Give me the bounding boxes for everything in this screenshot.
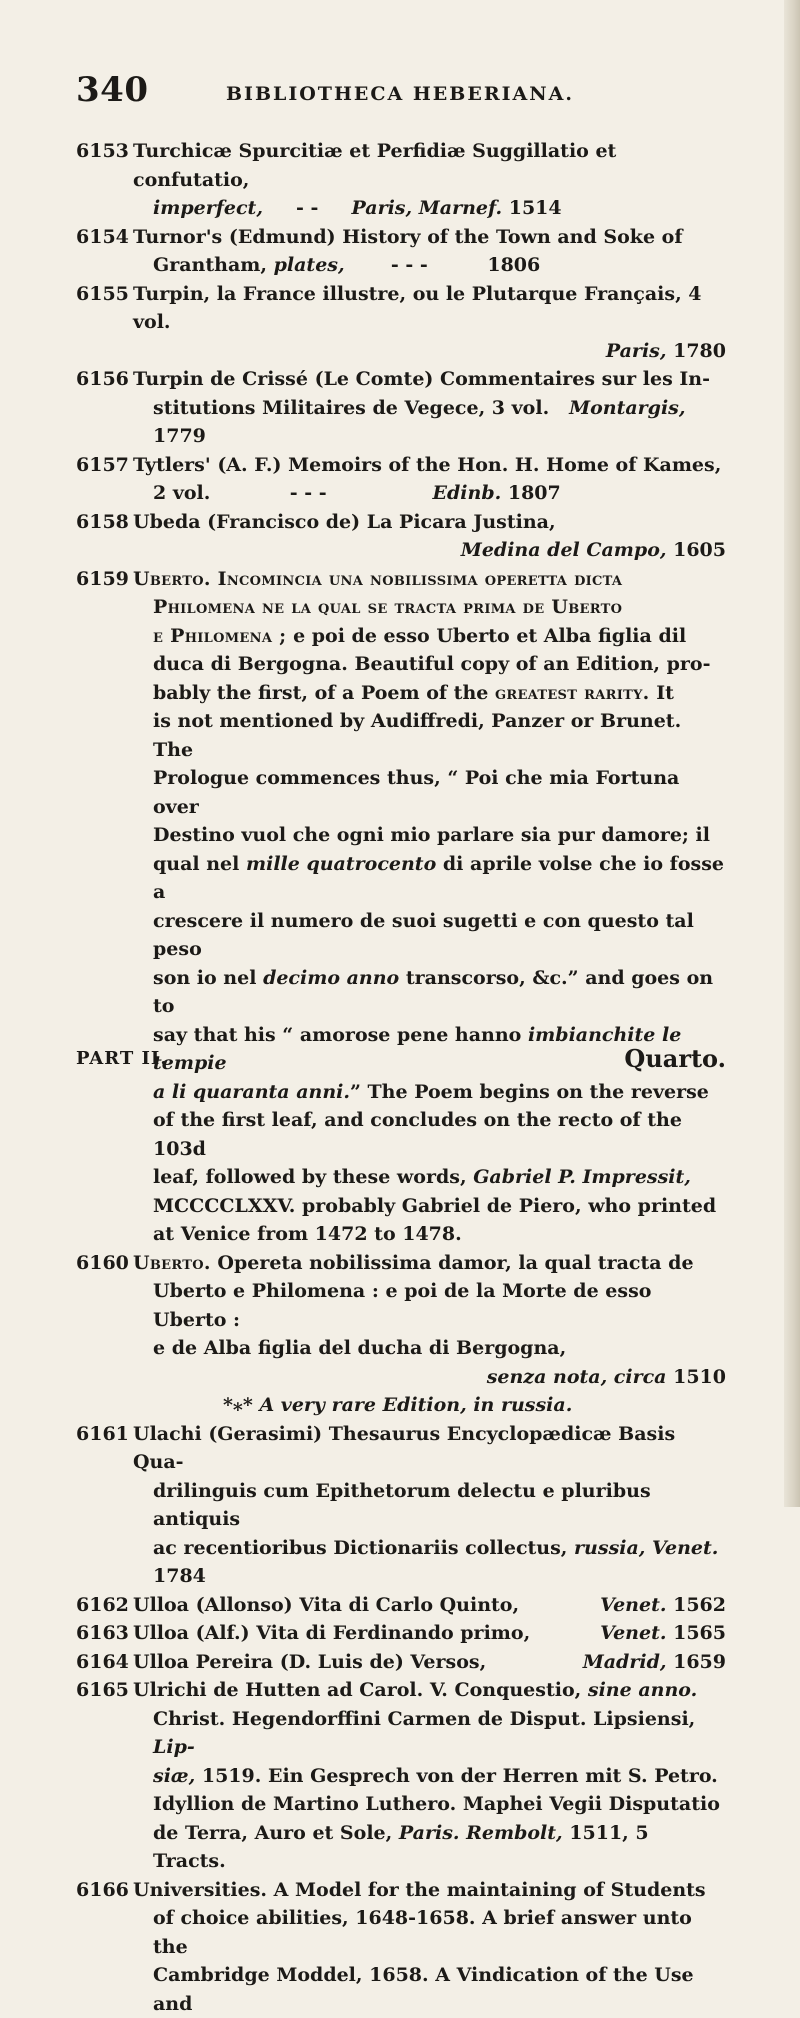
imprint: Venet. <box>600 1622 666 1644</box>
entry-line <box>133 479 726 508</box>
entry-line: of choice abilities, 1648-1658. A brief answer unto the <box>133 1904 726 1961</box>
entry-6166 <box>76 1876 726 2018</box>
running-head: BIBLIOTHECA HEBERIANA. <box>226 83 574 105</box>
imprint: Paris, <box>606 340 667 362</box>
entry-line <box>133 1163 726 1192</box>
entry-6155 <box>76 280 726 366</box>
year: 1605 <box>673 539 726 561</box>
year: 1784 <box>153 1565 206 1587</box>
entry-6156 <box>76 365 726 451</box>
year: 1779 <box>153 425 206 447</box>
year: 1780 <box>673 340 726 362</box>
title-smallcaps: e Philomena ; <box>153 625 286 647</box>
leader-dashes: - - - <box>391 254 428 276</box>
imprint: russia, Venet. <box>574 1537 718 1559</box>
lot-number: 6157 <box>76 451 129 480</box>
entry-line <box>133 850 726 907</box>
entry-italic: a li quaranta anni. <box>153 1081 350 1103</box>
lot-number: 6164 <box>76 1648 129 1677</box>
entry-text: son io nel <box>153 967 256 989</box>
lot-number: 6166 <box>76 1876 129 1905</box>
entry-6154 <box>76 223 726 280</box>
entry-text: Grantham, <box>153 254 267 276</box>
entry-line <box>133 1534 726 1591</box>
entry-text: Turchicæ Spurcitiæ et Perfidiæ Suggillatio et confutatio, <box>133 140 616 191</box>
entry-line <box>133 194 726 223</box>
entry-text: Ulloa (Allonso) Vita di Carlo Quinto, <box>133 1594 519 1616</box>
entry-text: 1511, 5 Tracts. <box>153 1822 649 1873</box>
entry-line: Idyllion de Martino Luthero. Maphei Vegii Disputatio <box>133 1790 726 1819</box>
entry-line: Prologue commences thus, “ Poi che mia Fortuna over <box>133 764 726 821</box>
entry-line <box>133 251 726 280</box>
entry-text: Turpin, la France illustre, ou le Plutarque Français, 4 vol. <box>133 283 702 334</box>
entry-line: Cambridge Moddel, 1658. A Vindication of the Use and <box>133 1961 726 2018</box>
entry-text: Turnor's (Edmund) History of the Town and Soke of <box>133 226 683 248</box>
asterism: *⁎* <box>223 1394 253 1416</box>
lot-number: 6155 <box>76 280 129 309</box>
entry-line: of the first leaf, and concludes on the recto of the 103d <box>133 1106 726 1163</box>
entry-line: Destino vuol che ogni mio parlare sia pur damore; il <box>133 821 726 850</box>
imprint-line <box>133 337 726 366</box>
entry-line <box>133 679 726 708</box>
title-smallcaps: Philomena ne la qual se tracta prima de Uberto <box>133 593 726 622</box>
entry-italic: sine anno. <box>588 1679 697 1701</box>
imprint: Venet. <box>600 1594 666 1616</box>
imprint-tail <box>583 1648 726 1677</box>
lot-number: 6161 <box>76 1420 129 1449</box>
leader-dashes: - - <box>296 197 318 219</box>
entry-text: Ubeda (Francisco de) La Picara Justina, <box>133 511 556 533</box>
entry-text: 2 vol. <box>153 482 210 504</box>
entry-line <box>133 394 726 451</box>
imprint: senza nota, circa <box>487 1366 667 1388</box>
rarity-smallcaps: greatest rarity. <box>495 682 650 704</box>
entry-6164 <box>76 1648 726 1677</box>
entry-text: ac recentioribus Dictionariis collectus, <box>153 1537 567 1559</box>
entry-line <box>133 622 726 651</box>
entry-italic: Lip- <box>153 1736 195 1758</box>
entry-italic: siæ, <box>153 1765 195 1787</box>
entry-text: ” The Poem begins on the reverse <box>350 1081 709 1103</box>
imprint: Medina del Campo, <box>461 539 667 561</box>
entry-text: It <box>656 682 674 704</box>
lot-number: 6163 <box>76 1619 129 1648</box>
imprint-line <box>133 536 726 565</box>
entry-line <box>133 1078 726 1107</box>
entry-text: Ulrichi de Hutten ad Carol. V. Conquestio, <box>133 1679 581 1701</box>
entry-italic: plates, <box>274 254 345 276</box>
lot-number: 6158 <box>76 508 129 537</box>
entry-text: Tytlers' (A. F.) Memoirs of the Hon. H. Home of Kames, <box>133 454 721 476</box>
note-line <box>133 1391 726 1420</box>
entry-6161 <box>76 1420 726 1591</box>
entry-italic: mille quatrocento <box>246 853 436 875</box>
entry-italic: imperfect, <box>153 197 263 219</box>
entry-text: Ulloa Pereira (D. Luis de) Versos, <box>133 1651 486 1673</box>
year: 1562 <box>673 1594 726 1616</box>
entry-6160 <box>76 1249 726 1420</box>
year: 1659 <box>673 1651 726 1673</box>
year: 1807 <box>508 482 561 504</box>
entry-line <box>133 1819 726 1876</box>
entry-line: at Venice from 1472 to 1478. <box>133 1220 726 1249</box>
leader-dashes: - - - <box>290 482 327 504</box>
entry-text: leaf, followed by these words, <box>153 1166 467 1188</box>
imprint-line <box>133 1363 726 1392</box>
entry-text: stitutions Militaires de Vegece, 3 vol. <box>153 397 549 419</box>
entry-6153 <box>76 137 726 223</box>
imprint: Montargis, <box>569 397 685 419</box>
lot-number: 6160 <box>76 1249 129 1278</box>
title-smallcaps: Uberto. <box>133 1252 211 1274</box>
entry-text: qual nel <box>153 853 239 875</box>
catchword: Quarto. <box>624 1044 726 1073</box>
entry-italic: Gabriel P. Impressit, <box>473 1166 691 1188</box>
imprint-tail <box>600 1591 726 1620</box>
entry-line <box>133 1762 726 1791</box>
imprint-tail <box>600 1619 726 1648</box>
year: 1510 <box>673 1366 726 1388</box>
year: 1514 <box>509 197 562 219</box>
lot-number: 6162 <box>76 1591 129 1620</box>
entry-text: transcorso, &c.” and goes on to <box>153 967 713 1018</box>
entry-text: di aprile volse che io fosse a <box>153 853 724 904</box>
entry-line: drilinguis cum Epithetorum delectu e pluribus antiquis <box>133 1477 726 1534</box>
imprint: Paris. Rembolt, <box>399 1822 563 1844</box>
year: 1806 <box>487 254 540 276</box>
page-footer <box>76 1046 726 1078</box>
lot-number: 6153 <box>76 137 129 166</box>
imprint: Paris, Marnef. <box>351 197 502 219</box>
entry-text: Turpin de Crissé (Le Comte) Commentaires sur les In- <box>133 368 710 390</box>
imprint: Edinb. <box>433 482 502 504</box>
entry-line: Uberto e Philomena : e poi de la Morte de esso Uberto : <box>133 1277 726 1334</box>
entry-line: e de Alba figlia del ducha di Bergogna, <box>133 1334 726 1363</box>
imprint: Madrid, <box>583 1651 667 1673</box>
signature-part: PART II. <box>76 1048 168 1069</box>
entry-line <box>133 964 726 1021</box>
entry-6163 <box>76 1619 726 1648</box>
entry-text: Ulachi (Gerasimi) Thesaurus Encyclopædicæ Basis Qua- <box>133 1423 675 1474</box>
entry-6157 <box>76 451 726 508</box>
page-header <box>76 70 756 110</box>
entry-text: 1519. Ein Gesprech von der Herren mit S. Petro. <box>202 1765 718 1787</box>
entry-italic: imbianchite le tempie <box>153 1024 681 1075</box>
lot-number: 6156 <box>76 365 129 394</box>
title-smallcaps: Uberto. Incomincia una nobilissima operetta dicta <box>133 568 622 590</box>
entry-line: is not mentioned by Audiffredi, Panzer or Brunet. The <box>133 707 726 764</box>
entry-text: Universities. A Model for the maintaining of Students <box>133 1879 706 1901</box>
entry-text: e poi de esso Uberto et Alba figlia dil <box>293 625 686 647</box>
entry-text: bably the first, of a Poem of the <box>153 682 488 704</box>
lot-number: 6159 <box>76 565 129 594</box>
entry-6162 <box>76 1591 726 1620</box>
entry-line: duca di Bergogna. Beautiful copy of an Edition, pro- <box>133 650 726 679</box>
entry-text: de Terra, Auro et Sole, <box>153 1822 392 1844</box>
entry-text: Christ. Hegendorffini Carmen de Disput. Lipsiensi, <box>153 1708 695 1730</box>
entry-6165 <box>76 1676 726 1876</box>
entry-6158 <box>76 508 726 565</box>
entry-line: crescere il numero de suoi sugetti e con questo tal peso <box>133 907 726 964</box>
year: 1565 <box>673 1622 726 1644</box>
entry-6159 <box>76 565 726 1249</box>
page-number: 340 <box>76 70 148 110</box>
entry-text: Opereta nobilissima damor, la qual tracta de <box>217 1252 693 1274</box>
entry-line <box>133 1705 726 1762</box>
entry-text: say that his “ amorose pene hanno <box>153 1024 521 1046</box>
entry-line: MCCCCLXXV. probably Gabriel de Piero, who printed <box>133 1192 726 1221</box>
lot-number: 6165 <box>76 1676 129 1705</box>
lot-number: 6154 <box>76 223 129 252</box>
entry-text: Ulloa (Alf.) Vita di Ferdinando primo, <box>133 1622 530 1644</box>
page-edge <box>784 0 800 1507</box>
note-text: A very rare Edition, in russia. <box>259 1394 572 1416</box>
entry-italic: decimo anno <box>263 967 399 989</box>
